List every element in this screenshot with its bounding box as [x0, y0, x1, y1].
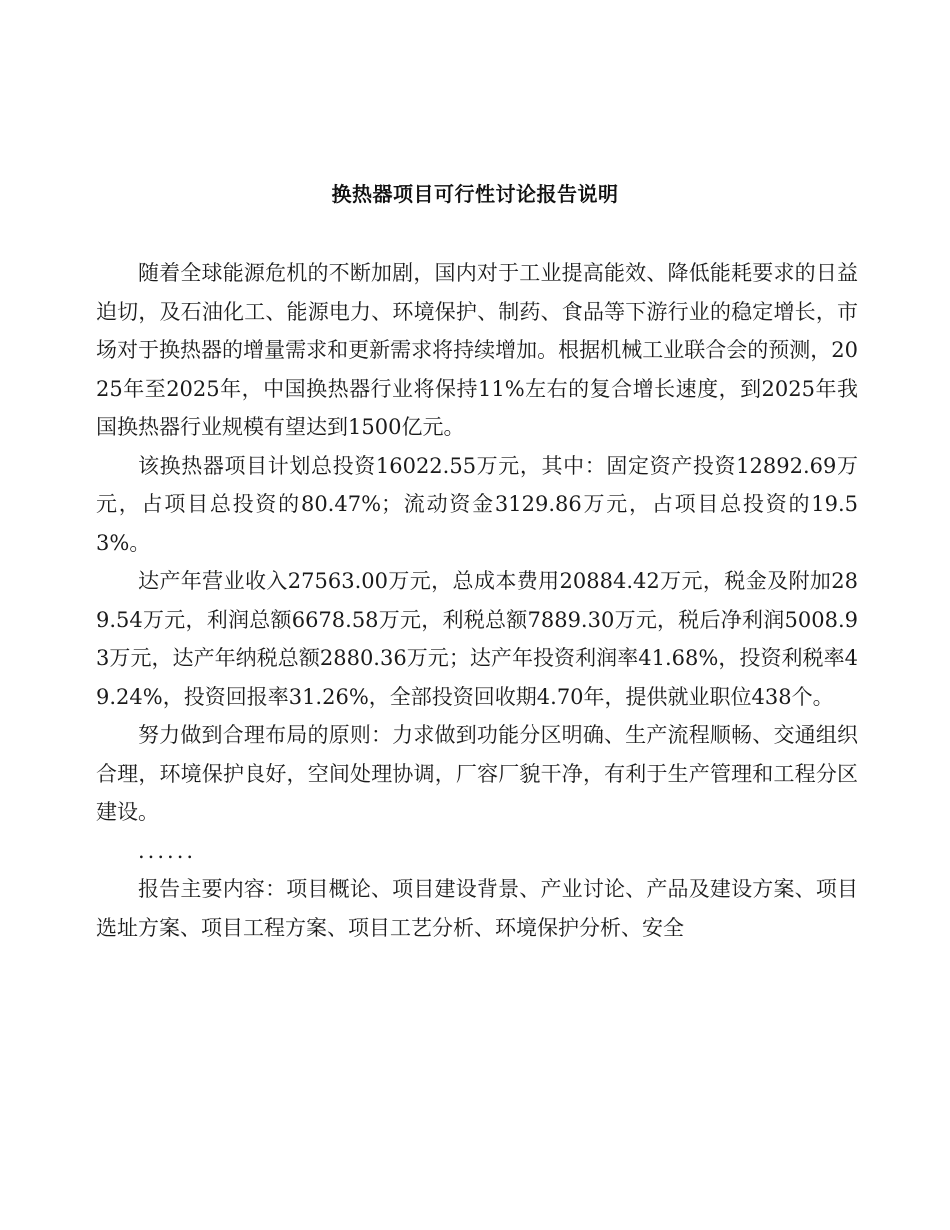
- document-body: [96, 254, 858, 947]
- ellipsis-separator: ......: [138, 838, 197, 863]
- paragraph-investment: 该换热器项目计划总投资16022.55万元，其中：固定资产投资12892.69万元，占项目总投资的80.47%；流动资金3129.86万元，占项目总投资的19.53%。: [96, 453, 858, 555]
- page-title: 换热器项目可行性讨论报告说明: [331, 182, 619, 206]
- paragraph-report-contents: 报告主要内容：项目概论、项目建设背景、产业讨论、产品及建设方案、项目选址方案、项目工程方案、项目工艺分析、环境保护分析、安全: [96, 877, 858, 940]
- paragraph-financials: 达产年营业收入27563.00万元，总成本费用20884.42万元，税金及附加289.54万元，利润总额6678.58万元，利税总额7889.30万元，税后净利润5008.93万元，达产年纳税总额2880.36万元；达产年投资利润率41.68%，投资利税率49.24%，投资回报率31.26%，全部投资回收期4.70年，提供就业职位438个。: [96, 569, 858, 709]
- paragraph-layout-principle: 努力做到合理布局的原则：力求做到功能分区明确、生产流程顺畅、交通组织合理，环境保护良好，空间处理协调，厂容厂貌干净，有利于生产管理和工程分区建设。: [96, 723, 858, 824]
- paragraph-market-background: 随着全球能源危机的不断加剧，国内对于工业提高能效、降低能耗要求的日益迫切，及石油化工、能源电力、环境保护、制药、食品等下游行业的稳定增长，市场对于换热器的增量需求和更新需求将持续增加。根据机械工业联合会的预测，2025年至2025年，中国换热器行业将保持11%左右的复合增长速度，到2025年我国换热器行业规模有望达到1500亿元。: [96, 261, 858, 439]
